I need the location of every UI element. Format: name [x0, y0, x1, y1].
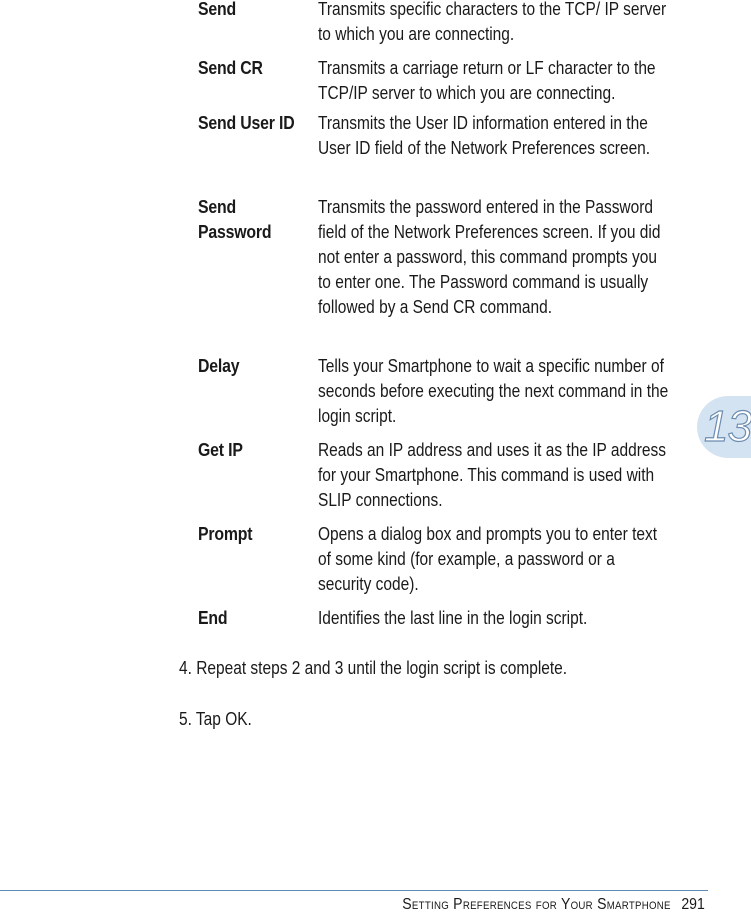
term-get-ip: Get IP: [198, 440, 243, 460]
term-prompt: Prompt: [198, 524, 253, 544]
term-end: End: [198, 608, 228, 628]
desc-prompt: Opens a dialog box and prompts you to enter text of some kind (for example, a password or a security code).: [318, 524, 658, 594]
desc-send-cr: Transmits a carriage return or LF character to the TCP/IP server to which you are connecting.: [318, 58, 656, 103]
step-5: 5. Tap OK.: [179, 709, 252, 729]
desc-send: Transmits specific characters to the TCP/ IP server to which you are connecting.: [318, 0, 667, 44]
term-send-password: Send Password: [198, 197, 272, 242]
term-delay: Delay: [198, 356, 240, 376]
desc-end: Identifies the last line in the login script.: [318, 608, 588, 628]
chapter-number: 13: [704, 402, 751, 451]
desc-send-password: Transmits the password entered in the Password field of the Network Preferences screen. If you did not enter a password, this command prompts you to enter one. The Password command is usually followed by a Send CR command.: [318, 197, 661, 317]
term-send-cr: Send CR: [198, 58, 263, 78]
page-number: 291: [681, 896, 705, 913]
desc-get-ip: Reads an IP address and uses it as the IP address for your Smartphone. This command is used with SLIP connections.: [318, 440, 666, 510]
page-footer: [402, 895, 705, 915]
step-4: 4. Repeat steps 2 and 3 until the login script is complete.: [179, 658, 568, 678]
desc-delay: Tells your Smartphone to wait a specific number of seconds before executing the next command in the login script.: [318, 356, 669, 426]
footer-divider: [0, 890, 708, 891]
desc-send-user-id: Transmits the User ID information entered in the User ID field of the Network Preferences screen.: [318, 113, 651, 158]
footer-title: Setting Preferences for Your Smartphone: [402, 896, 671, 913]
term-send-user-id: Send User ID: [198, 113, 295, 133]
term-send: Send: [198, 0, 237, 19]
